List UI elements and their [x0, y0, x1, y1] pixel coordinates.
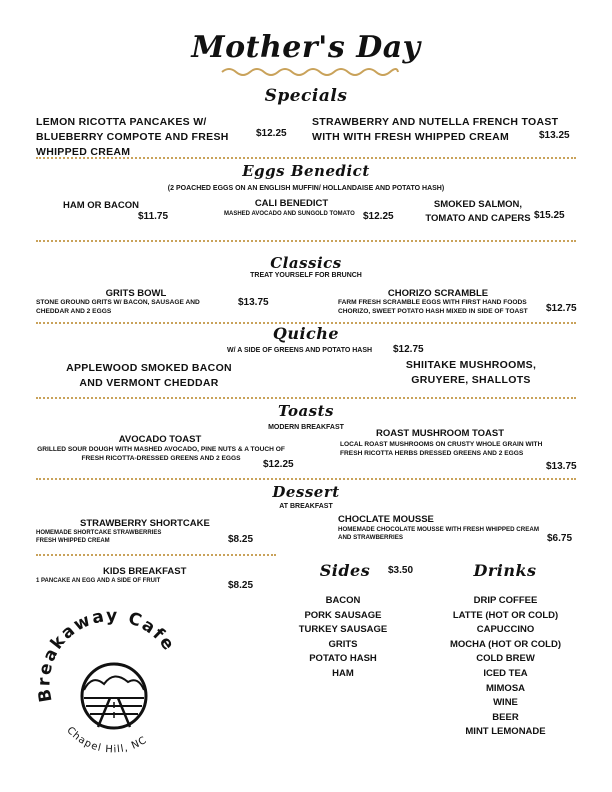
- toasts-price-1: $12.25: [263, 459, 294, 470]
- list-item: BACON: [325, 595, 361, 606]
- classics-subtitle: TREAT YOURSELF FOR BRUNCH: [250, 272, 362, 279]
- benedict-item-3: SMOKED SALMON, TOMATO AND CAPERS: [425, 199, 531, 224]
- svg-text:Breakaway Cafe: [34, 606, 179, 704]
- quiche-price: $12.75: [393, 344, 424, 355]
- list-item: HAM: [332, 667, 354, 679]
- benedict-price-1: $11.75: [138, 211, 169, 222]
- benedict-item-2: CALI BENEDICT: [254, 198, 329, 209]
- benedict-desc-2: MASHED AVOCADO AND SUNGOLD TOMATO: [224, 211, 355, 217]
- toasts-item-1: AVOCADO TOAST: [118, 434, 202, 445]
- toasts-item-2: ROAST MUSHROOM TOAST: [375, 428, 505, 439]
- list-item: MOCHA (HOT OR COLD): [450, 638, 561, 650]
- dessert-subtitle: AT BREAKFAST: [279, 503, 333, 510]
- toasts-price-2: $13.75: [546, 461, 577, 472]
- classics-price-1: $13.75: [238, 297, 269, 308]
- logo-location: Chapel Hill, NC: [64, 725, 150, 756]
- dessert-price-1: $8.25: [228, 534, 254, 545]
- dessert-heading: Dessert: [272, 483, 340, 501]
- sides-list: [283, 594, 403, 682]
- drinks-list: [433, 594, 578, 740]
- divider: [36, 554, 276, 556]
- divider: [36, 478, 576, 480]
- classics-desc-2: FARM FRESH SCRAMBLE EGGS WITH FIRST HAND FOODS CHORIZO, SWEET POTATO HASH MIXED IN SIDE OF TOAST: [338, 299, 528, 315]
- list-item: PORK SAUSAGE: [304, 609, 382, 621]
- kids-desc: 1 PANCAKE AN EGG AND A SIDE OF FRUIT: [36, 578, 161, 584]
- special-item-2: STRAWBERRY AND NUTELLA FRENCH TOAST WITH WITH FRESH WHIPPED CREAM: [312, 116, 559, 144]
- quiche-item-1: APPLEWOOD SMOKED BACON AND VERMONT CHEDDAR: [66, 362, 232, 390]
- sides-heading: Sides: [319, 561, 371, 580]
- list-item: DRIP COFFEE: [473, 595, 538, 606]
- sides-price: $3.50: [388, 565, 414, 576]
- special-price-2: $13.25: [539, 130, 570, 141]
- dessert-item-1: STRAWBERRY SHORTCAKE: [80, 518, 210, 529]
- logo-name: Breakaway Cafe: [34, 606, 180, 704]
- specials-heading: Specials: [264, 86, 348, 106]
- list-item: MINT LEMONADE: [465, 726, 546, 738]
- benedict-price-2: $12.25: [363, 211, 394, 222]
- benedict-price-3: $15.25: [534, 210, 565, 221]
- quiche-item-2: SHIITAKE MUSHROOMS, GRUYERE, SHALLOTS: [405, 359, 537, 387]
- special-item-1: LEMON RICOTTA PANCAKES W/ BLUEBERRY COMPOTE AND FRESH WHIPPED CREAM: [36, 116, 229, 159]
- list-item: TURKEY SAUSAGE: [298, 624, 388, 636]
- list-item: GRITS: [328, 638, 358, 650]
- benedict-heading: Eggs Benedict: [242, 162, 370, 180]
- drinks-heading: Drinks: [473, 561, 537, 580]
- toasts-heading: Toasts: [278, 402, 334, 420]
- toasts-desc-2: LOCAL ROAST MUSHROOMS ON CRUSTY WHOLE GRAIN WITH FRESH RICOTTA HERBS DRESSED GREENS AND 2 EGGS: [340, 441, 543, 457]
- divider: [36, 157, 576, 159]
- benedict-item-1: HAM OR BACON: [63, 200, 139, 211]
- divider: [36, 240, 576, 242]
- list-item: CAPUCCINO: [476, 624, 535, 636]
- list-item: MIMOSA: [485, 682, 526, 694]
- list-item: POTATO HASH: [309, 653, 377, 665]
- classics-item-1: GRITS BOWL: [105, 288, 167, 299]
- dessert-desc-1a: HOMEMADE SHORTCAKE STRAWBERRIES: [36, 530, 162, 536]
- quiche-heading: Quiche: [272, 324, 340, 343]
- classics-price-2: $12.75: [546, 303, 577, 314]
- dessert-item-2: CHOCLATE MOUSSE: [338, 514, 434, 525]
- quiche-subtitle: W/ A SIDE OF GREENS AND POTATO HASH: [227, 347, 373, 354]
- classics-item-2: CHORIZO SCRAMBLE: [387, 288, 489, 299]
- list-item: COLD BREW: [476, 653, 535, 665]
- logo-emblem-icon: [82, 664, 146, 728]
- breakaway-cafe-logo: [32, 606, 192, 756]
- benedict-subtitle: (2 POACHED EGGS ON AN ENGLISH MUFFIN/ HOLLANDAISE AND POTATO HASH): [167, 185, 445, 192]
- list-item: ICED TEA: [483, 667, 528, 679]
- toasts-subtitle: MODERN BREAKFAST: [268, 424, 344, 431]
- list-item: LATTE (HOT OR COLD): [452, 609, 559, 621]
- list-item: BEER: [492, 711, 519, 723]
- kids-price: $8.25: [228, 580, 254, 591]
- list-item: WINE: [493, 697, 518, 709]
- divider: [36, 397, 576, 399]
- classics-heading: Classics: [270, 254, 342, 272]
- classics-desc-1: STONE GROUND GRITS W/ BACON, SAUSAGE AND CHEDDAR AND 2 EGGS: [36, 299, 200, 315]
- dessert-price-2: $6.75: [547, 533, 573, 544]
- special-price-1: $12.25: [256, 128, 287, 139]
- toasts-desc-1: GRILLED SOUR DOUGH WITH MASHED AVOCADO, PINE NUTS & A TOUCH OF FRESH RICOTTA-DRESSED GREENS AND 2 EGGS: [37, 446, 285, 462]
- svg-text:Chapel Hill, NC: [64, 725, 149, 755]
- wavy-divider: [220, 66, 400, 78]
- dessert-desc-2: HOMEMADE CHOCOLATE MOUSSE WITH FRESH WHIPPED CREAM AND STRAWBERRIES: [338, 526, 539, 542]
- dessert-desc-1b: FRESH WHIPPED CREAM: [36, 538, 110, 544]
- page-title: Mother's Day: [191, 30, 421, 65]
- kids-item: KIDS BREAKFAST: [103, 566, 187, 577]
